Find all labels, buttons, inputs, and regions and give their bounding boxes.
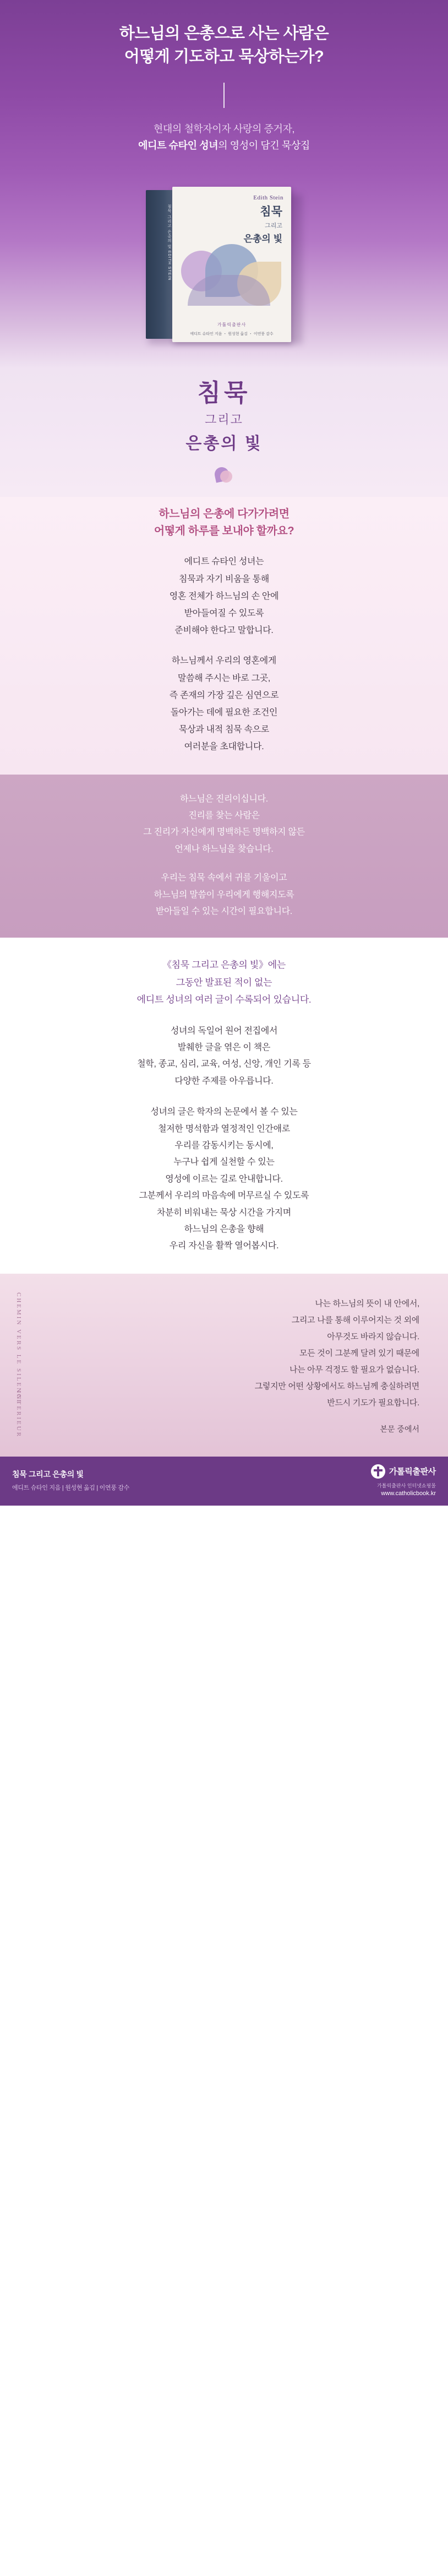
hero-section bbox=[0, 0, 448, 172]
quote-p2-line-2: 하느님의 말씀이 우리에게 행해지도록 bbox=[154, 890, 294, 900]
intro-question-line-2: 어떻게 하루를 보내야 할까요? bbox=[154, 525, 294, 538]
excerpt-line-3: 아무것도 바라지 않습니다. bbox=[327, 1332, 419, 1341]
intro-paragraph-2 bbox=[0, 652, 448, 755]
body-p1-line-1: 성녀의 독일어 원어 전집에서 bbox=[170, 1026, 278, 1036]
book-image-section bbox=[0, 172, 448, 369]
intro-p1-line-4: 받아들여질 수 있도록 bbox=[184, 609, 264, 619]
book-cover-artwork bbox=[172, 240, 291, 322]
quote-p1-line-1: 하느님은 진리이십니다. bbox=[180, 794, 268, 804]
footer-book-info bbox=[12, 1469, 129, 1492]
hero-subtitle-line-1: 현대의 철학자이자 사랑의 증거자, bbox=[153, 123, 295, 135]
book-cover bbox=[172, 187, 291, 342]
body-p2-line-8: 하느님의 은총을 향해 bbox=[184, 1224, 264, 1234]
intro-p2-line-3: 즉 존재의 가장 깊은 심연으로 bbox=[169, 690, 279, 700]
excerpt-line-1: 나는 하느님의 뜻이 내 안에서, bbox=[315, 1298, 419, 1308]
page-title-line-3: 은총의 빛 bbox=[185, 435, 263, 453]
book-cover-title-group bbox=[172, 205, 291, 244]
book-spine bbox=[146, 190, 174, 339]
intro-question bbox=[0, 506, 448, 540]
footer-book-title: 침묵 그리고 은총의 빛 bbox=[12, 1470, 84, 1479]
hero-subtitle-line-2 bbox=[0, 137, 448, 154]
quote-p2-line-1: 우리는 침묵 속에서 귀를 기울이고 bbox=[161, 873, 287, 883]
title-section bbox=[0, 369, 448, 497]
excerpt-text bbox=[19, 1296, 429, 1411]
quote-paragraph-2 bbox=[0, 870, 448, 920]
body-p1-line-3: 철학, 종교, 심리, 교육, 여성, 신앙, 개인 기록 등 bbox=[137, 1059, 311, 1069]
intro-section bbox=[0, 497, 448, 774]
intro-p2-line-5: 묵상과 내적 침묵 속으로 bbox=[179, 725, 269, 735]
excerpt-line-4: 모든 것이 그분께 달려 있기 때문에 bbox=[299, 1348, 419, 1358]
intro-p2-line-1: 하느님께서 우리의 영혼에게 bbox=[171, 656, 277, 666]
book-cover-subtitle: 에디트 슈타인 지음 ・ 원성현 옮김 ・ 이연풍 감수 bbox=[190, 332, 274, 337]
book-mockup bbox=[136, 187, 312, 352]
book-cover-title-line-3: 은총의 빛 bbox=[243, 233, 282, 244]
footer-publisher-block bbox=[371, 1464, 436, 1497]
body-p2-line-3: 우리를 감동시키는 동시에, bbox=[174, 1140, 274, 1150]
page-title-line-2: 그리고 bbox=[205, 413, 243, 427]
hero-divider-rule bbox=[223, 83, 225, 108]
intro-p1-line-1: 에디트 슈타인 성녀는 bbox=[184, 557, 264, 567]
book-spine-text: 침묵 그리고 은총의 빛 EDITH STEIN bbox=[167, 204, 171, 281]
body-lead-line-2: 그동안 발표된 적이 없는 bbox=[176, 977, 272, 988]
intro-p2-line-2: 말씀해 주시는 바로 그곳, bbox=[177, 673, 271, 683]
book-cover-author: Edith Stein bbox=[253, 194, 283, 202]
hero-question-line-1: 하느님의 은총으로 사는 사람은 bbox=[119, 25, 329, 42]
body-p2-line-5: 영성에 이르는 길로 안내합니다. bbox=[165, 1174, 283, 1184]
intro-question-line-1: 하느님의 은총에 다가가려면 bbox=[159, 508, 289, 521]
body-p2-line-1: 성녀의 글은 학자의 논문에서 볼 수 있는 bbox=[150, 1107, 298, 1117]
ornament-circle-shape bbox=[220, 470, 232, 483]
excerpt-vertical-label-top: CHEMIN VERS LE SILENCE bbox=[15, 1292, 22, 1405]
intro-p1-line-3: 영혼 전체가 하느님의 손 안에 bbox=[169, 591, 279, 601]
intro-p1-line-2: 침묵과 자기 비움을 통해 bbox=[179, 574, 269, 584]
footer-publisher-name: 가톨릭출판사 bbox=[389, 1467, 436, 1477]
quote-p1-line-4: 언제나 하느님을 찾습니다. bbox=[174, 844, 274, 854]
body-section bbox=[0, 938, 448, 1273]
body-p2-line-9: 우리 자신을 활짝 열어봅시다. bbox=[169, 1241, 279, 1251]
intro-paragraph-1 bbox=[0, 553, 448, 639]
excerpt-section bbox=[0, 1274, 448, 1457]
footer-shop-note: 가톨릭출판사 인터넷쇼핑몰 bbox=[377, 1482, 436, 1489]
body-paragraph-2 bbox=[0, 1104, 448, 1255]
footer-logo-row[interactable] bbox=[371, 1464, 436, 1479]
book-cover-top bbox=[172, 187, 291, 201]
book-cover-title-line-2: 그리고 bbox=[265, 222, 282, 229]
quote-p1-line-3: 그 진리가 자신에게 명백하든 명백하지 않든 bbox=[143, 827, 305, 837]
intro-p1-line-5: 준비해야 한다고 말합니다. bbox=[174, 626, 274, 636]
body-p2-line-6: 그분께서 우리의 마음속에 머무르실 수 있도록 bbox=[139, 1191, 309, 1201]
body-lead bbox=[0, 956, 448, 1008]
intro-p2-line-4: 돌아가는 데에 필요한 조건인 bbox=[170, 707, 278, 717]
body-lead-line-3: 에디트 성녀의 여러 글이 수록되어 있습니다. bbox=[136, 994, 312, 1005]
body-paragraph-1 bbox=[0, 1023, 448, 1090]
hero-question bbox=[0, 22, 448, 68]
body-lead-line-1: 《침묵 그리고 은총의 빛》에는 bbox=[162, 960, 286, 971]
book-cover-publisher: 가톨릭출판사 bbox=[217, 322, 247, 328]
book-cover-title-line-1: 침묵 bbox=[260, 205, 282, 219]
footer-url[interactable]: www.catholicbook.kr bbox=[381, 1490, 436, 1497]
quote-section bbox=[0, 775, 448, 938]
quote-p1-line-2: 진리를 찾는 사람은 bbox=[188, 810, 260, 820]
excerpt-line-7: 반드시 기도가 필요합니다. bbox=[327, 1398, 419, 1408]
cross-logo-icon bbox=[371, 1464, 385, 1479]
body-p1-line-2: 발췌한 글을 엮은 이 책은 bbox=[177, 1042, 271, 1052]
footer-book-meta: 에디트 슈타인 지음 | 원성현 옮김 | 이연풍 감수 bbox=[12, 1485, 130, 1492]
body-p1-line-4: 다양한 주제를 아우릅니다. bbox=[174, 1076, 274, 1086]
body-p2-line-4: 누구나 쉽게 실천할 수 있는 bbox=[173, 1157, 275, 1167]
body-p2-line-7: 차분히 비워내는 묵상 시간을 가지며 bbox=[157, 1208, 291, 1217]
excerpt-source: 본문 중에서 bbox=[380, 1424, 419, 1433]
excerpt-line-6: 그렇지만 어떤 상황에서도 하느님께 충실하려면 bbox=[254, 1381, 419, 1391]
hero-author-highlight: 에디트 슈타인 성녀 bbox=[138, 139, 218, 151]
quote-p2-line-3: 받아들일 수 있는 시간이 필요합니다. bbox=[155, 906, 293, 916]
ornament-icon bbox=[215, 466, 233, 485]
page-title-line-1: 침묵 bbox=[197, 380, 251, 407]
footer-bar bbox=[0, 1457, 448, 1506]
quote-paragraph-1 bbox=[0, 791, 448, 858]
excerpt-vertical-label-bottom: INTERIEUR bbox=[15, 1390, 22, 1438]
excerpt-line-2: 그리고 나를 통해 이루어지는 것 외에 bbox=[291, 1315, 419, 1325]
hero-subtitle-rest: 의 영성이 담긴 묵상집 bbox=[218, 139, 310, 151]
excerpt-line-5: 나는 아무 걱정도 할 필요가 없습니다. bbox=[289, 1365, 419, 1374]
intro-p2-line-6: 여러분을 초대합니다. bbox=[184, 742, 264, 752]
hero-question-line-2: 어떻게 기도하고 묵상하는가? bbox=[124, 48, 324, 66]
body-p2-line-2: 철저한 명석함과 열정적인 인간애로 bbox=[158, 1124, 290, 1134]
